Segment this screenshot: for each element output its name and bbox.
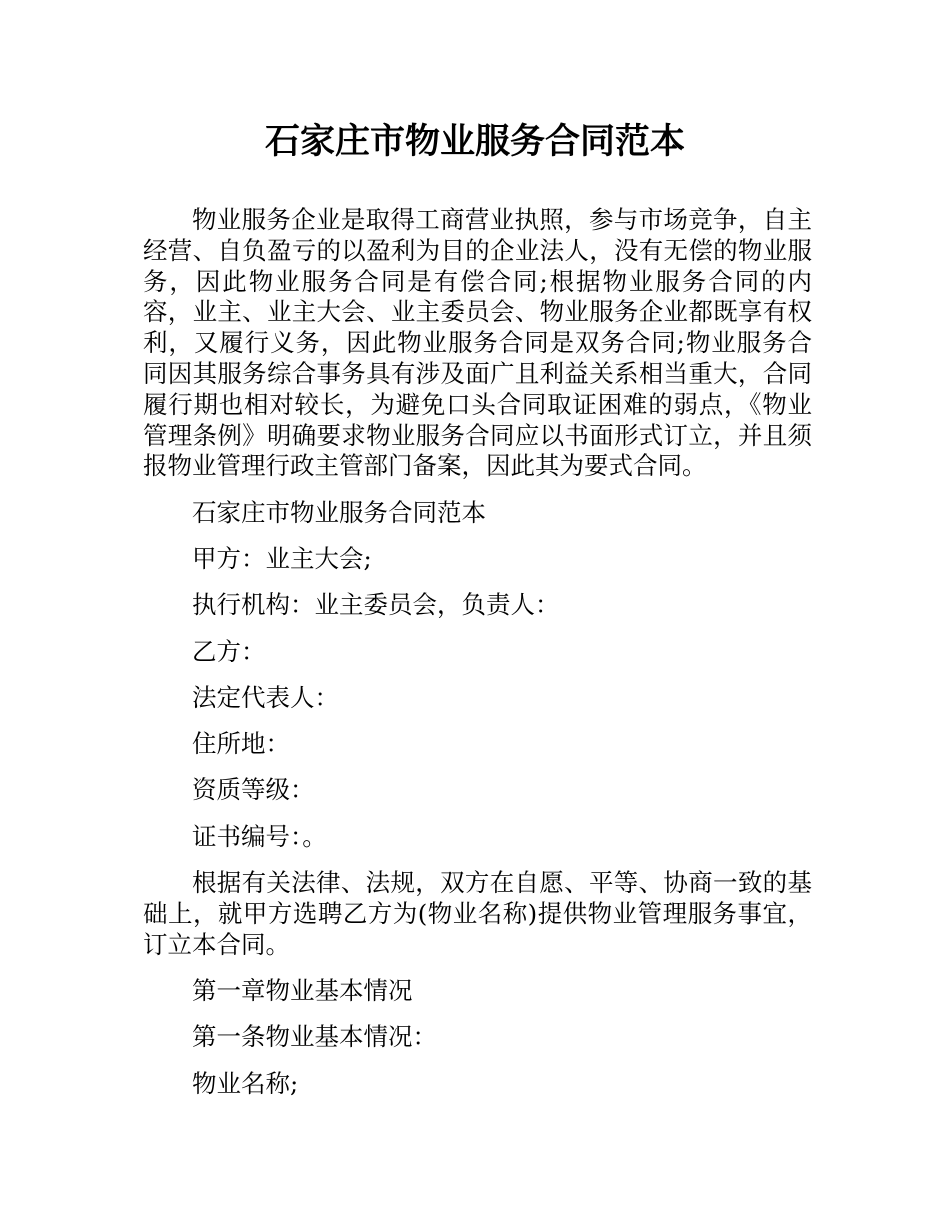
contract-heading: 石家庄市物业服务合同范本 [192,497,486,527]
document-title: 石家庄市物业服务合同范本 [264,122,685,162]
article-one-heading: 第一条物业基本情况： [192,1022,437,1052]
address-line: 住所地： [192,729,290,759]
property-name-line: 物业名称; [192,1068,299,1098]
executing-body-line: 执行机构：业主委员会，负责人： [192,590,560,620]
party-b-line: 乙方： [192,636,266,666]
qualification-level-line: 资质等级： [192,775,315,805]
certificate-number-line: 证书编号：。 [192,821,327,851]
chapter-one-heading: 第一章物业基本情况 [192,975,413,1005]
intro-paragraph: 物业服务企业是取得工商营业执照，参与市场竞争，自主经营、自负盈亏的以盈利为目的企业法人，没有无偿的物业服务，因此物业服务合同是有偿合同;根据物业服务合同的内容，业主、业主大会、业主委员会、物业服务企业都既享有权利，又履行义务，因此物业服务合同是双务合同;物业服务合同因其服务综合事务具有涉及面广且利益关系相当重大，合同履行期也相对较长，为避免口头合同取证困难的弱点，《物业管理条例》明确要求物业服务合同应以书面形式订立，并且须报物业管理行政主管部门备案，因此其为要式合同。 [143,205,812,481]
party-a-line: 甲方：业主大会; [192,543,372,573]
document-body [143,205,812,1115]
agreement-basis-paragraph: 根据有关法律、法规，双方在自愿、平等、协商一致的基础上，就甲方选聘乙方为(物业名称)提供物业管理服务事宜，订立本合同。 [143,868,812,959]
legal-representative-line: 法定代表人： [192,682,339,712]
